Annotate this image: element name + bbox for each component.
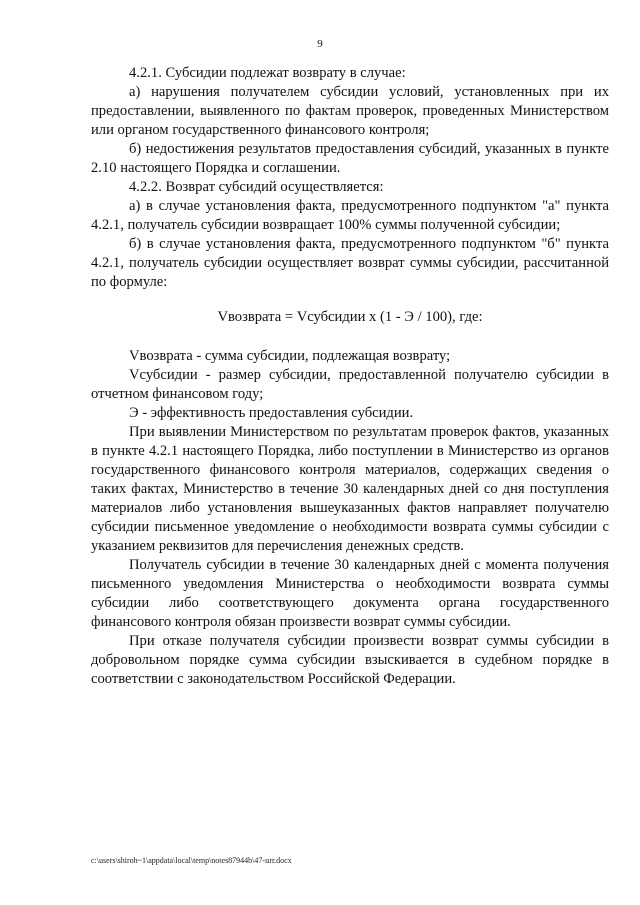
definition-v-subsidy: Vсубсидии - размер субсидии, предоставленной получателю субсидии в отчетном финансовом году; [91,367,609,402]
clause-4-2-2-item-b: б) в случае установления факта, предусмотренного подпунктом "б" пункта 4.2.1, получатель субсидии осуществляет возврат суммы субсидии, рассчитанной по формуле: [91,236,609,290]
definition-efficiency: Э - эффективность предоставления субсидии. [129,405,414,421]
clause-4-2-1-item-b: б) недостижения результатов предоставления субсидий, указанных в пункте 2.10 настоящего Порядка и соглашении. [91,141,609,176]
clause-4-2-2-item-a: а) в случае установления факта, предусмотренного подпунктом "а" пункта 4.2.1, получатель субсидии возвращает 100% суммы полученной субсидии; [91,198,609,233]
paragraph-refund-deadline: Получатель субсидии в течение 30 календарных дней с момента получения письменного уведомления Министерства о необходимости возврата суммы субсидии либо соответствующего документа органа государственного финансового контроля обязан произвести возврат суммы субсидии. [91,557,609,630]
paragraph-judicial-recovery: При отказе получателя субсидии произвести возврат суммы субсидии в добровольном порядке сумма субсидии взыскивается в судебном порядке в соответствии с законодательством Российской Федерации. [91,633,609,687]
page-number: 9 [317,38,323,50]
file-path-footer: c:\users\shiroh~1\appdata\local\temp\notes87944b\47-шт.docx [91,856,292,865]
clause-4-2-1-item-a: а) нарушения получателем субсидии условий, установленных при их предоставлении, выявленного по фактам проверок, проведенных Министерством или органом государственного финансового контроля; [91,84,609,138]
definition-v-refund: Vвозврата - сумма субсидии, подлежащая возврату; [129,348,451,364]
clause-4-2-2-heading: 4.2.2. Возврат субсидий осуществляется: [129,179,384,195]
refund-formula: Vвозврата = Vсубсидии x (1 - Э / 100), где: [217,309,483,325]
clause-4-2-1-heading: 4.2.1. Субсидии подлежат возврату в случае: [129,65,406,81]
paragraph-notification: При выявлении Министерством по результатам проверок фактов, указанных в пункте 4.2.1 настоящего Порядка, либо поступлении в Министерство из органов государственного финансового контроля материалов, содержащих сведения о таких фактах, Министерство в течение 30 календарных дней со дня поступления материалов либо установления вышеуказанных фактов направляет получателю субсидии письменное уведомление о необходимости возврата суммы субсидии с указанием реквизитов для перечисления денежных средств. [91,424,609,554]
document-body [91,64,609,689]
